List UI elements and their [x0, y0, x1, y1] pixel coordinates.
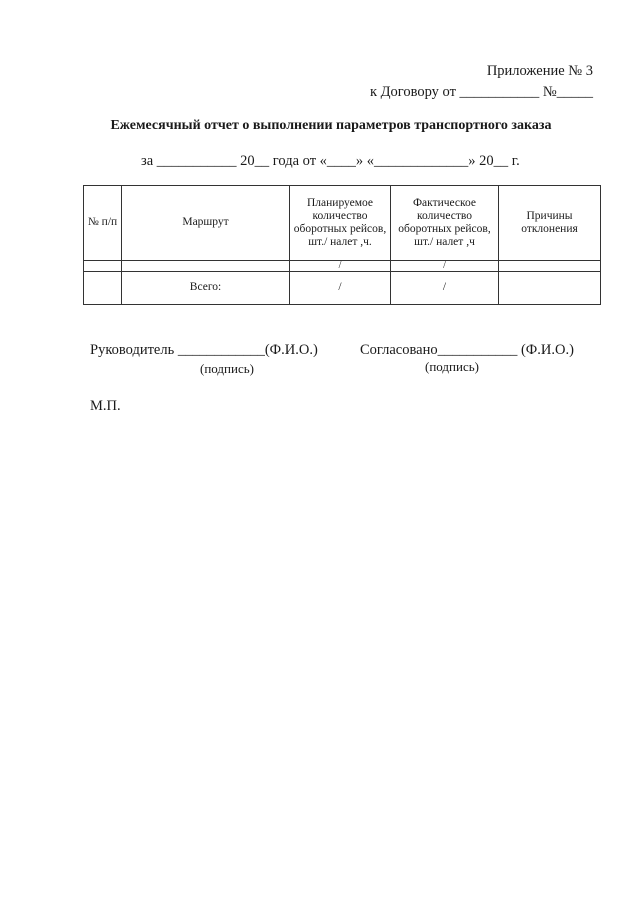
- col-actual-header: Фактическое количество оборотных рейсов, шт./ налет ,ч: [391, 186, 499, 261]
- table-cell: /: [290, 261, 391, 272]
- col-route-header: Маршрут: [122, 186, 290, 261]
- report-table: [83, 185, 601, 305]
- table-row: [84, 261, 601, 272]
- table-total-row: [84, 272, 601, 305]
- table-cell: [84, 261, 122, 272]
- approved-signature-line: Согласовано___________ (Ф.И.О.): [360, 342, 574, 358]
- table-cell: [499, 261, 601, 272]
- table-header-row: [84, 186, 601, 261]
- col-planned-header: Планируемое количество оборотных рейсов, шт./ налет ,ч.: [290, 186, 391, 261]
- contract-reference: к Договору от ___________ №_____: [369, 84, 593, 100]
- stamp-label: М.П.: [90, 398, 121, 414]
- report-title: Ежемесячный отчет о выполнении параметров транспортного заказа: [110, 118, 552, 133]
- table-cell: [122, 261, 290, 272]
- report-period: за ___________ 20__ года от «____» «_____________» 20__ г.: [141, 153, 520, 169]
- table-cell: [84, 272, 122, 305]
- approved-signature-caption: (подпись): [425, 359, 479, 374]
- total-label: Всего:: [122, 272, 290, 305]
- head-signature-line: Руководитель ____________(Ф.И.О.): [90, 342, 318, 358]
- head-signature-caption: (подпись): [200, 361, 254, 376]
- table-cell: /: [391, 261, 499, 272]
- table-cell: /: [290, 272, 391, 305]
- col-number-header: № п/п: [84, 186, 122, 261]
- table-cell: [499, 272, 601, 305]
- col-reasons-header: Причины отклонения: [499, 186, 601, 261]
- appendix-label: Приложение № 3: [486, 63, 593, 79]
- table-cell: /: [391, 272, 499, 305]
